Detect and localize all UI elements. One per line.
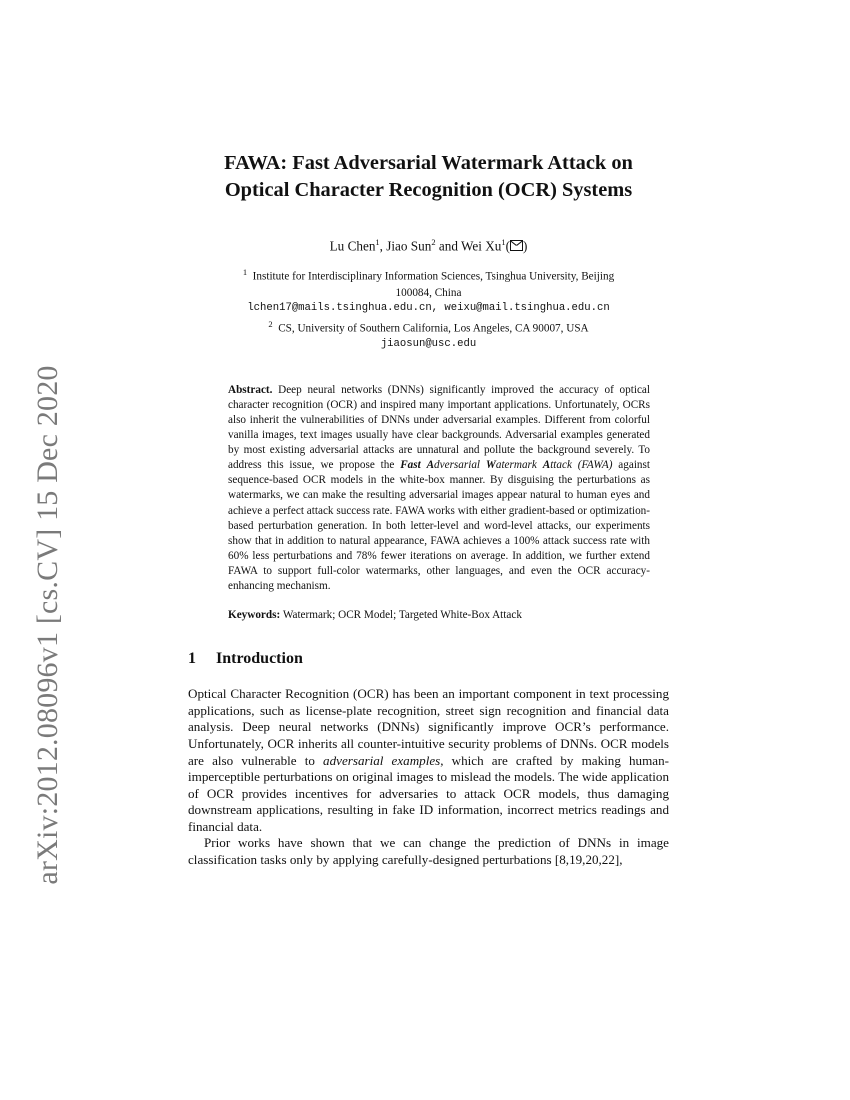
fawa-acronym-letter: W xyxy=(485,459,496,472)
title-line-1: FAWA: Fast Adversarial Watermark Attack on xyxy=(224,152,633,174)
abstract-text-part-1: Deep neural networks (DNNs) significantly improved the accuracy of optical character recognition (OCR) and inspired many important applications. Unfortunately, OCRs also inherit the vulnerabilities of DNNs under adversarial examples. Different from colorful vanilla images, text images usually have clear backgrounds. Adversarial examples generated by most existing adversarial attacks are unnatural and pollute the background severely. To address this issue, we propose the xyxy=(228,383,650,472)
affiliation-2 xyxy=(188,317,669,337)
author-affiliation-mark: 2 xyxy=(431,237,436,247)
paper-title xyxy=(188,150,669,204)
fawa-acronym-letter: A xyxy=(426,459,435,472)
fawa-acronym-word: atermark xyxy=(495,459,537,472)
author-name: Wei Xu xyxy=(460,238,502,254)
affiliation-2-email: jiaosun@usc.edu xyxy=(380,338,477,351)
abstract xyxy=(228,383,650,594)
author-affiliation-mark: 1 xyxy=(375,237,380,247)
arxiv-identifier-stamp: arXiv:2012.08096v1 [cs.CV] 15 Dec 2020 xyxy=(31,365,64,885)
paper-first-page xyxy=(188,150,669,869)
abstract-text-part-2: against sequence-based OCR models in the white-box manner. By disguising the perturbations as watermarks, we can make the resulting adversarial images appear natural to human eyes and achieve a perfect attack success rate. FAWA works with either gradient-based or optimization-based perturbation generation. In both letter-level and word-level attacks, our experiments show that in addition to natural appearance, FAWA achieves a 100% attack success rate with 60% less perturbations and 78% fewer iterations on average. In addition, we further extend FAWA to support full-color watermarks, other languages, and even the OCR accuracy-enhancing mechanism. xyxy=(228,459,650,593)
fawa-acronym-word: dversarial xyxy=(434,459,481,472)
intro-paragraph-1-text: Optical Character Recognition (OCR) has been an important component in text processing applications, such as license-plate recognition, street sign recognition and financial data analysis. Deep neural networks (DNNs) significantly improve OCR’s performance. Unfortunately, OCR inherits all counter-intuitive security problems of DNNs. OCR models are also vulnerable to xyxy=(188,686,669,768)
paren-open: ( xyxy=(505,238,510,254)
keywords-label: Keywords: xyxy=(228,609,281,622)
section-title: Introduction xyxy=(216,650,303,668)
affiliation-mark: 2 xyxy=(268,318,273,329)
fawa-acronym-letter: F xyxy=(400,459,408,472)
fawa-acronym-word: ttack (FAWA) xyxy=(550,459,613,472)
fawa-acronym-word: ast xyxy=(407,459,421,472)
intro-paragraph-1-continuation: , which are crafted by making human-imperceptible perturbations on original images to mislead the models. The wide application of OCR provides incentives for adversaries to attack OCR models, thus damaging downstream applications, resulting in fake ID information, incorrect metrics readings and financial data. xyxy=(188,752,669,834)
section-heading-introduction xyxy=(188,649,669,669)
intro-paragraph-1 xyxy=(188,686,669,835)
affiliation-mark: 1 xyxy=(242,267,248,278)
keywords-text: Watermark; OCR Model; Targeted White-Box Attack xyxy=(282,609,522,622)
affiliations xyxy=(188,265,669,352)
affiliation-1-line-2: 100084, China xyxy=(395,286,462,299)
author-separator: , xyxy=(379,238,387,254)
keywords xyxy=(228,608,650,623)
affiliation-1-line-1: Institute for Interdisciplinary Information Sciences, Tsinghua University, Beijing xyxy=(252,271,615,284)
affiliation-1-emails: lchen17@mails.tsinghua.edu.cn, weixu@mail.tsinghua.edu.cn xyxy=(247,302,610,315)
author-affiliation-mark: 1 xyxy=(501,237,506,247)
section-number: 1 xyxy=(188,650,196,668)
paren-close: ) xyxy=(522,238,528,254)
affiliation-1 xyxy=(188,265,669,285)
intro-paragraph-2: Prior works have shown that we can change the prediction of DNNs in image classification tasks only by applying carefully-designed perturbations [8,19,20,22], xyxy=(188,835,669,868)
abstract-label: Abstract. xyxy=(228,383,273,396)
intro-emphasis-term: adversarial examples xyxy=(323,752,441,768)
title-line-2: Optical Character Recognition (OCR) Systems xyxy=(224,179,633,201)
envelope-icon xyxy=(510,240,523,251)
author-separator: and xyxy=(435,238,461,254)
author-name: Lu Chen xyxy=(329,238,376,254)
author-list xyxy=(188,234,669,254)
affiliation-2-line: CS, University of Southern California, Los Angeles, CA 90007, USA xyxy=(278,322,589,335)
author-name: Jiao Sun xyxy=(386,238,432,254)
fawa-acronym-letter: A xyxy=(542,459,551,472)
introduction-body xyxy=(188,686,669,869)
